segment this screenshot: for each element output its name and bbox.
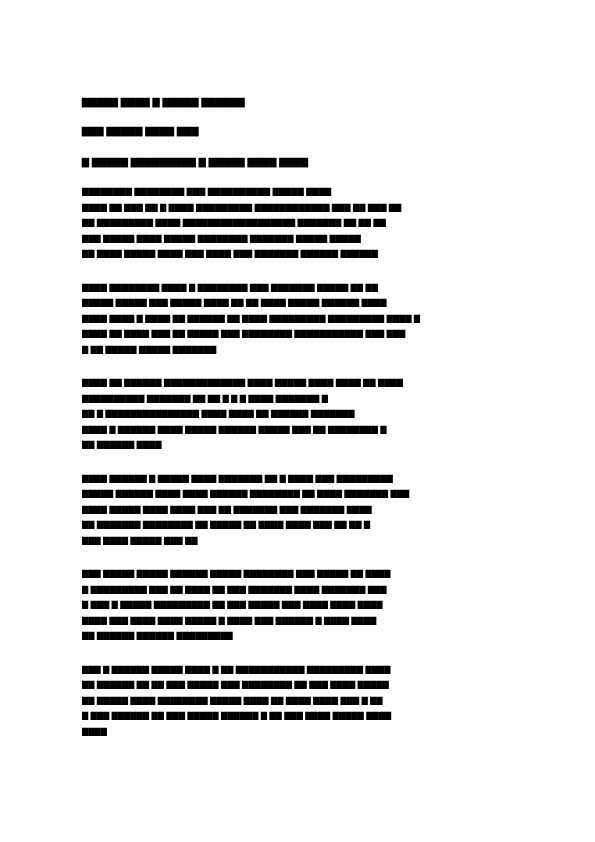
paragraph-line: ▇▇ ▇▇▇▇▇▇ ▇▇▇▇ [82,440,162,449]
paragraph-line: ▇▇▇▇ ▇▇ ▇▇▇▇ ▇▇▇ ▇▇ ▇▇▇▇▇ ▇▇▇ ▇▇▇▇▇▇▇▇ ▇▇▇▇▇▇▇▇▇▇▇ ▇▇▇ ▇▇▇ [82,329,406,338]
paragraph-line: ▇▇▇▇ ▇ ▇▇▇▇▇▇ ▇▇▇▇ ▇▇▇▇▇ ▇▇▇▇▇▇ ▇▇▇▇▇ ▇▇▇ ▇▇ ▇▇▇▇▇▇▇▇ ▇ [82,424,387,434]
paragraph-6 [82,662,512,740]
paragraph-line: ▇▇ ▇▇▇▇▇ ▇▇▇▇ ▇▇▇▇▇▇▇▇ ▇▇▇▇▇ ▇▇▇▇ ▇▇ ▇▇▇▇ ▇▇▇▇ ▇▇▇ ▇ ▇▇ [82,695,383,705]
paragraph-line: ▇▇ ▇▇▇▇▇▇ ▇▇▇▇▇▇ ▇▇▇▇▇▇▇▇▇ [82,631,233,640]
paragraph-line: ▇▇▇▇▇ ▇▇▇▇▇▇ ▇▇▇▇ ▇▇▇▇ ▇▇▇▇▇▇ ▇▇▇▇▇▇▇▇ ▇▇ ▇▇▇▇ ▇▇▇▇▇▇▇ ▇▇▇ [82,489,410,498]
paragraph-line: ▇▇▇▇ ▇▇▇ ▇▇▇▇ ▇▇▇▇ ▇▇▇▇▇ ▇ ▇▇▇▇ ▇▇▇ ▇▇▇▇▇▇ ▇ ▇▇▇▇ ▇▇▇▇ [82,615,377,625]
paragraph-line: ▇▇▇▇ ▇▇▇▇▇▇ ▇ ▇▇▇▇▇ ▇▇▇▇ ▇▇▇▇▇▇▇ ▇▇ ▇ ▇▇▇▇ ▇▇▇ ▇▇▇▇▇▇▇▇▇ [82,473,393,483]
paragraph-line: ▇▇▇▇ [82,726,108,736]
paragraph-4 [82,471,512,549]
paragraph-line: ▇▇▇ ▇ ▇▇▇▇▇▇ ▇▇▇▇▇ ▇▇▇▇ ▇ ▇▇ ▇▇▇▇▇▇▇▇▇▇▇ ▇▇▇▇▇▇▇▇▇ ▇▇▇▇ [82,664,391,674]
document-subtitle: ▇▇▇ ▇▇▇▇▇ ▇▇▇▇ ▇▇▇ [82,126,199,136]
paragraph-line: ▇▇ ▇▇▇▇▇▇ ▇▇ ▇▇ ▇▇▇ ▇▇▇▇▇ ▇▇▇ ▇▇▇▇▇▇▇▇ ▇▇ ▇▇▇ ▇▇▇▇ ▇▇▇▇▇ [82,680,389,689]
paragraph-line: ▇▇▇▇▇▇▇▇ ▇▇▇▇▇▇▇▇ ▇▇▇ ▇▇▇▇▇▇▇▇▇▇ ▇▇▇▇▇ ▇▇▇▇ [82,187,332,196]
paragraph-line: ▇▇ ▇▇▇▇ ▇▇▇▇▇ ▇▇▇▇ ▇▇▇ ▇▇▇▇ ▇▇▇ ▇▇▇▇▇▇▇ ▇▇▇▇▇▇ ▇▇▇▇▇▇ [82,249,379,258]
paragraph-line: ▇ ▇▇▇ ▇ ▇▇▇▇▇ ▇▇▇▇▇▇▇▇▇ ▇▇ ▇▇▇ ▇▇▇▇▇ ▇▇▇ ▇▇▇▇ ▇▇▇▇ ▇▇▇▇ [82,600,383,609]
paragraph-line: ▇ ▇▇▇ ▇▇▇▇▇▇ ▇▇ ▇▇▇ ▇▇▇▇▇ ▇▇▇▇▇▇ ▇ ▇▇ ▇▇▇ ▇▇▇▇ ▇▇▇▇▇ ▇▇▇▇ [82,711,392,720]
paragraph-line: ▇▇ ▇▇▇▇▇▇▇ ▇▇▇▇▇▇▇▇ ▇▇ ▇▇▇▇▇ ▇▇ ▇▇▇▇ ▇▇▇▇ ▇▇▇ ▇▇ ▇▇ ▇ [82,520,371,529]
document-section-heading: ▇ ▇▇▇▇▇ ▇▇▇▇▇▇▇▇▇ ▇ ▇▇▇▇▇ ▇▇▇▇ ▇▇▇▇ [82,157,309,167]
paragraph-line: ▇▇▇▇▇ ▇▇▇▇▇ ▇▇▇ ▇▇▇▇▇ ▇▇▇▇ ▇▇ ▇▇ ▇▇▇▇ ▇▇▇▇▇ ▇▇▇▇▇▇ ▇▇▇▇ [82,298,387,307]
document-content [82,96,512,739]
paragraph-line: ▇▇ ▇ ▇▇▇▇▇▇▇▇▇▇▇▇▇▇▇ ▇▇▇▇ ▇▇▇▇ ▇▇ ▇▇▇▇▇▇ ▇▇▇▇▇▇▇ [82,409,355,418]
document-title: ▇▇▇▇▇ ▇▇▇▇ ▇ ▇▇▇▇▇ ▇▇▇▇▇▇ [82,97,245,107]
paragraph-5 [82,566,512,644]
paragraph-line: ▇▇▇▇▇▇▇▇▇▇ ▇▇▇▇▇▇▇ ▇▇ ▇▇ ▇ ▇ ▇ ▇▇▇▇ ▇▇▇▇▇▇▇ ▇ [82,393,328,403]
paragraph-line: ▇▇▇▇ ▇▇ ▇▇▇ ▇▇ ▇ ▇▇▇▇ ▇▇▇▇▇▇▇▇▇ ▇▇▇▇▇▇▇▇▇▇▇▇ ▇▇▇ ▇▇ ▇▇▇ ▇▇ [82,202,402,212]
paragraph-line: ▇ ▇▇ ▇▇▇▇▇ ▇▇▇▇▇ ▇▇▇▇▇▇▇ [82,344,217,354]
paragraph-2 [82,280,512,358]
paragraph-line: ▇▇▇ ▇▇▇▇▇ ▇▇▇▇▇ ▇▇▇▇▇▇ ▇▇▇▇▇ ▇▇▇▇▇▇▇▇ ▇▇▇ ▇▇▇▇▇ ▇▇ ▇▇▇▇ [82,569,391,578]
paragraph-line: ▇▇▇ ▇▇▇▇ ▇▇▇▇▇ ▇▇▇ ▇▇ [82,535,198,545]
paragraph-line: ▇▇▇ ▇▇▇▇▇ ▇▇▇▇ ▇▇▇▇▇ ▇▇▇▇▇▇▇▇ ▇▇▇▇▇▇▇ ▇▇▇▇▇ ▇▇▇▇▇ [82,233,361,243]
paragraph-line: ▇▇ ▇▇▇▇▇▇▇▇▇ ▇▇▇▇ ▇▇▇▇▇▇▇▇▇▇▇▇▇▇▇▇▇▇ ▇▇▇▇▇▇▇ ▇▇ ▇▇ ▇▇ [82,218,386,227]
paragraph-line: ▇▇▇▇ ▇▇ ▇▇▇▇▇▇ ▇▇▇▇▇▇▇▇▇▇▇▇▇ ▇▇▇▇ ▇▇▇▇▇ ▇▇▇▇ ▇▇▇▇ ▇▇ ▇▇▇▇ [82,378,404,387]
paragraph-line: ▇▇▇▇ ▇▇▇▇▇ ▇▇▇▇ ▇▇▇▇ ▇▇▇ ▇▇ ▇▇▇▇▇▇▇ ▇▇▇ ▇▇▇▇▇▇▇ ▇▇▇▇ [82,504,372,514]
paragraph-line: ▇▇▇▇ ▇▇▇▇▇▇▇▇ ▇▇▇▇ ▇ ▇▇▇▇▇▇▇▇ ▇▇▇ ▇▇▇▇▇▇▇ ▇▇▇▇▇ ▇▇ ▇▇ [82,282,379,292]
paragraph-line: ▇ ▇▇▇▇▇▇▇▇▇ ▇▇▇ ▇▇ ▇▇▇▇ ▇▇ ▇▇▇ ▇▇▇▇▇▇▇ ▇▇▇▇ ▇▇▇▇▇▇▇ ▇▇▇ [82,584,387,594]
paragraph-line: ▇▇▇▇ ▇▇▇▇ ▇ ▇▇▇▇ ▇▇ ▇▇▇▇▇▇ ▇▇ ▇▇▇▇ ▇▇▇▇▇▇▇▇▇ ▇▇▇▇▇▇▇▇▇ ▇▇▇▇ ▇ [82,313,421,323]
paragraph-1 [82,184,512,262]
paragraph-3 [82,375,512,453]
